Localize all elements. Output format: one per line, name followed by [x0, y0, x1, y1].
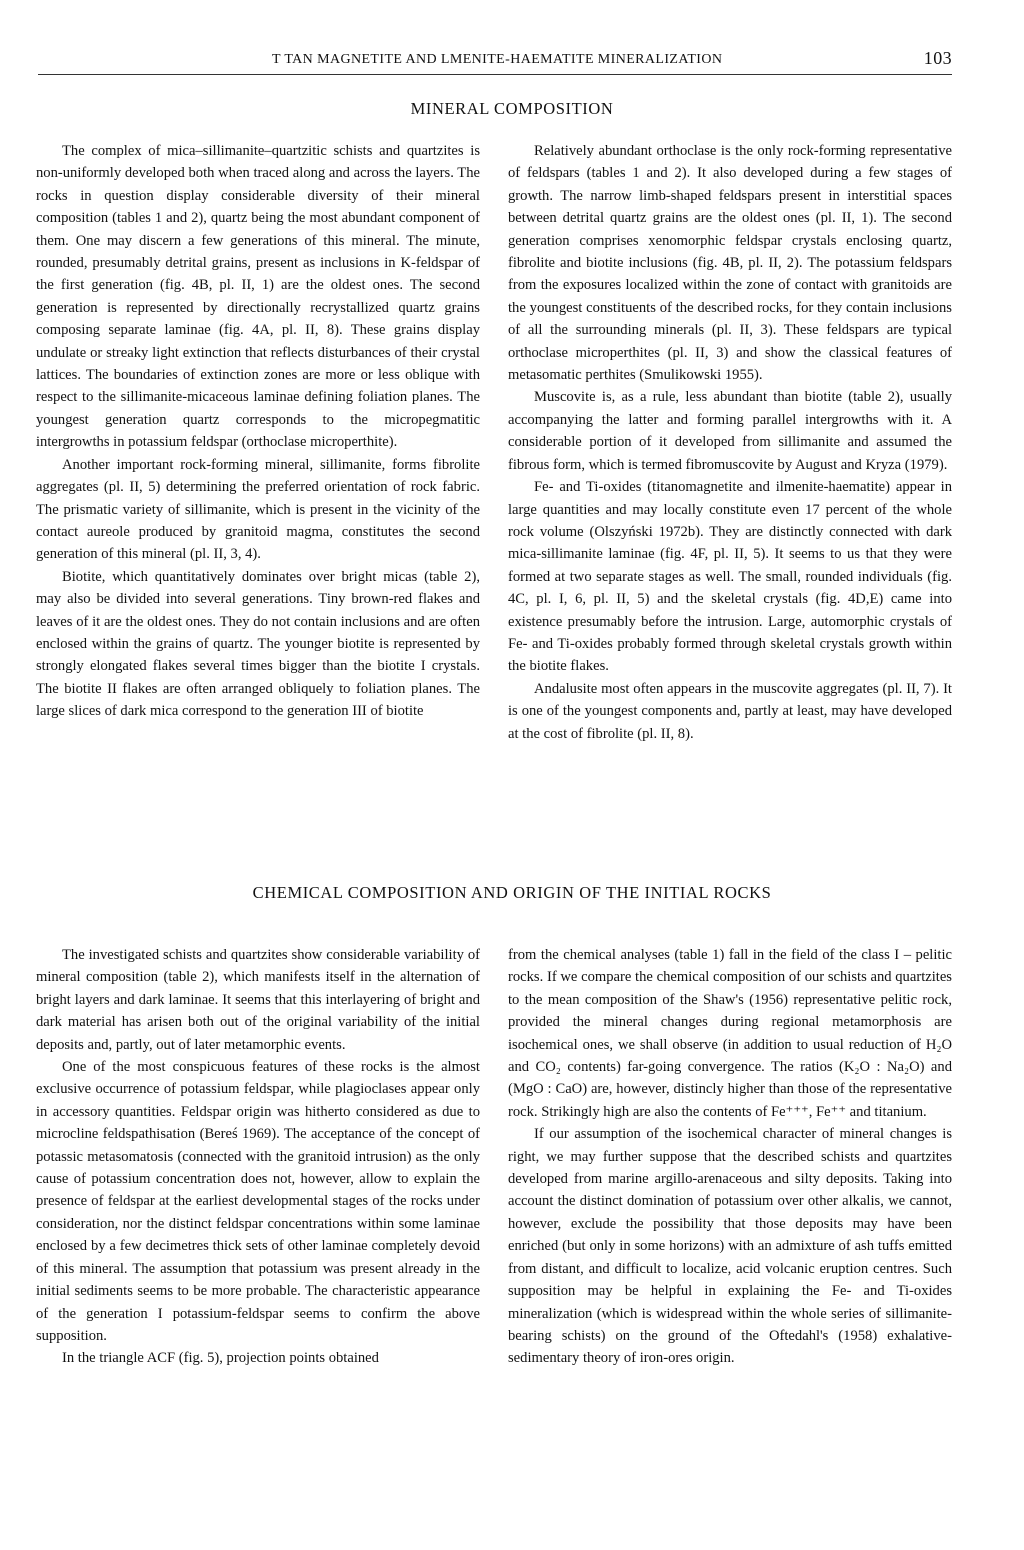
paragraph: Fe- and Ti-oxides (titanomagnetite and ilmenite-haematite) appear in large quantities and may locally constitute even 17 percent of the whole rock volume (Olszyński 1972b). They are distinctly connected with dark mica-sillimanite laminae (fig. 4F, pl. II, 5). It seems to us that they were formed at two separate stages as well. The small, rounded individuals (fig. 4C, pl. I, 6, pl. II, 5) and the skeletal crystals (fig. 4D,E) came into existence presumably before the intrusion. Large, automorphic crystals of Fe- and Ti-oxides probably formed through skeletal crystals growth within the biotite flakes.	[508, 479, 952, 675]
paragraph: The investigated schists and quartzites show considerable variability of mineral composition (table 2), which manifests itself in the alternation of bright layers and dark laminae. It seems that this interlayering of bright and dark material has arisen both out of the original variability of the initial deposits and, partly, out of later metamorphic events.	[36, 947, 480, 1053]
running-title: T TAN MAGNETITE AND LMENITE-HAEMATITE MINERALIZATION	[272, 52, 723, 67]
paragraph: Biotite, which quantitatively dominates over bright micas (table 2), may also be divided into several generations. Tiny brown-red flakes and leaves of it are the oldest ones. They do not contain inclusions and are often enclosed within the grains of quartz. The younger biotite is represented by strongly elongated flakes several times bigger than the biotite I crystals. The biotite II flakes are often arranged obliquely to foliation planes. The large slices of dark mica correspond to the generation III of biotite	[36, 568, 480, 720]
section2-left-column	[36, 944, 480, 1370]
section2-right-column	[508, 944, 952, 1370]
paragraph: In the triangle ACF (fig. 5), projection points obtained	[62, 1350, 379, 1367]
paragraph: from the chemical analyses (table 1) fall in the field of the class I – pelitic rocks. If we compare the chemical composition of our schists and quartzites to the mean composition of the Shaw's (1956) representative pelitic rock, provided the mineral changes during regional metamorphosis are isochemical ones, we shall observe (in addition to usual reduction of H₂O and CO₂ contents) far-going convergence. The ratios (K₂O : Na₂O) and (MgO : CaO) are, however, distincly higher than those of the representative rock. Strikingly high are also the contents of Fe⁺⁺⁺, Fe⁺⁺ and titanium.	[508, 947, 952, 1120]
paragraph: If our assumption of the isochemical character of mineral changes is right, we may further suppose that the described schists and quartzites developed from marine argillo-arenaceous and silty deposits. Taking into account the distinct domination of potassium over other alkalis, we cannot, however, exclude the possibility that those deposits may have been enriched (but only in some horizons) with an admixture of ash tuffs emitted from distant, and difficult to localize, acid volcanic eruption centres. Such supposition may be helpful in explaining the Fe- and Ti-oxides mineralization (which is widespread within the whole series of sillimanite-bearing schists) on the ground of the Oftedahl's (1958) exhalative-sedimentary theory of iron-ores origin.	[508, 1126, 952, 1367]
paragraph: Relatively abundant orthoclase is the only rock-forming representative of feldspars (tables 1 and 2). It also developed during a few stages of growth. The narrow limb-shaped feldspars present in interstitial spaces between detrital quartz grains are the oldest ones (pl. II, 1). The second generation comprises xenomorphic feldspar crystals enclosing quartz, fibrolite and biotite inclusions (fig. 4B, pl. II, 2). The potassium feldspars from the exposures localized within the zone of contact with granitoids are the youngest constituents of the described rocks, for they contain inclusions of all the surrounding minerals (pl. II, 3). These feldspars are typical orthoclase microperthites (pl. II, 3) and show the classical features of metasomatic perthites (Smulikowski 1955).	[508, 143, 952, 384]
section1-right-column	[508, 140, 952, 745]
paragraph: Andalusite most often appears in the muscovite aggregates (pl. II, 7). It is one of the youngest components and, partly at least, may have developed at the cost of fibrolite (pl. II, 8).	[508, 680, 952, 742]
header-rule	[38, 74, 952, 75]
paragraph: One of the most conspicuous features of these rocks is the almost exclusive occurrence of potassium feldspar, while plagioclases appear only in accessory quantities. Feldspar origin was hitherto considered as due to microcline feldspathisation (Bereś 1969). The acceptance of the concept of potassic metasomatosis (connected with the granitoid intrusion) as the only cause of potassium concentration does not, however, allow to explain the presence of feldspar at the earliest developmental stages of the rocks under consideration, nor the distinct feldspar concentrations within some laminae enclosed by a few decimetres thick sets of other laminae completely devoid of this mineral. The assumption that potassium was present already in the initial sediments seems to be more probable. The characteristic appearance of the generation I potassium-feldspar seems to confirm the above supposition.	[36, 1059, 480, 1344]
section-heading-mineral: MINERAL COMPOSITION	[410, 99, 614, 118]
paragraph: The complex of mica–sillimanite–quartzitic schists and quartzites is non-uniformly developed both when traced along and across the layers. The rocks in question display considerable diversity of their mineral composition (tables 1 and 2), quartz being the most abundant component of them. One may discern a few generations of this mineral. The minute, rounded, presumably detrital grains, present as inclusions in K-feldspar of the first generation (fig. 4B, pl. II, 1) are the oldest ones. The second generation is represented by directionally recrystallized quartz grains composing separate laminae (fig. 4A, pl. II, 8). These grains display undulate or streaky light extinction that reflects disturbances of their crystal lattices. The boundaries of extinction zones are more or less oblique with respect to the sillimanite-micaceous laminae defining foliation planes. The youngest generation quartz corresponds to the micropegmatitic intergrowths in potassium feldspar (orthoclase microperthite).	[36, 143, 480, 451]
paragraph: Another important rock-forming mineral, sillimanite, forms fibrolite aggregates (pl. II, 5) determining the preferred orientation of rock fabric. The prismatic variety of sillimanite, which is present in the vicinity of the contact aureole produced by granitoid magma, constitutes the second generation of this mineral (pl. II, 3, 4).	[36, 456, 480, 563]
page-number: 103	[923, 48, 952, 68]
section-heading-chemical: CHEMICAL COMPOSITION AND ORIGIN OF THE INITIAL ROCKS	[252, 883, 772, 902]
section1-left-column	[36, 140, 480, 723]
paragraph: Muscovite is, as a rule, less abundant than biotite (table 2), usually accompanying the latter and forming parallel intergrowths with it. A considerable portion of it developed from sillimanite and assumed the fibrous form, which is termed fibromuscovite by August and Kryza (1979).	[508, 389, 952, 473]
